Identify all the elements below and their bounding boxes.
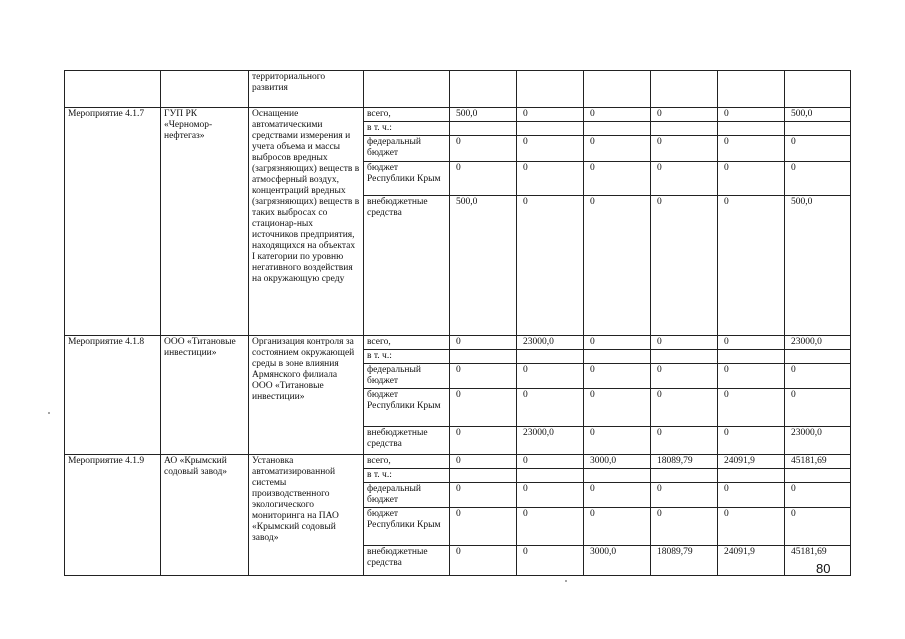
amount-cell [718, 122, 785, 136]
amount-cell: 0 [450, 508, 517, 546]
amount-cell [785, 350, 851, 364]
amount-cell: 0 [718, 483, 785, 508]
amount-cell: 0 [517, 508, 584, 546]
amount-cell: 23000,0 [517, 336, 584, 350]
budget-table-page [64, 70, 850, 576]
amount-cell: 0 [517, 196, 584, 336]
amount-cell: 0 [651, 508, 718, 546]
amount-cell [450, 122, 517, 136]
amount-cell: 0 [450, 336, 517, 350]
amount-cell: 0 [718, 364, 785, 389]
amount-cell: 500,0 [785, 196, 851, 336]
amount-cell [718, 350, 785, 364]
description-cell: Установка автоматизированной системы производственного экологического мониторинга на ПАО «Крымский содовый завод» [249, 455, 364, 576]
funding-source-cell: федеральный бюджет [364, 364, 450, 389]
amount-cell: 0 [718, 136, 785, 162]
amount-cell: 0 [651, 364, 718, 389]
amount-cell: 0 [584, 427, 651, 455]
amount-cell: 0 [651, 162, 718, 196]
amount-cell: 45181,69 [785, 455, 851, 469]
amount-cell: 23000,0 [517, 427, 584, 455]
source-row [65, 336, 851, 350]
amount-cell: 18089,79 [651, 546, 718, 576]
amount-cell: 0 [651, 427, 718, 455]
amount-cell: 500,0 [450, 196, 517, 336]
amount-cell: 0 [517, 389, 584, 427]
funding-source-cell: внебюджетные средства [364, 546, 450, 576]
amount-cell: 0 [718, 162, 785, 196]
funding-source-cell: бюджет Республики Крым [364, 162, 450, 196]
amount-cell: 0 [718, 427, 785, 455]
amount-cell: 0 [718, 108, 785, 122]
executor-cell: ООО «Титановые инвестиции» [161, 336, 249, 455]
funding-source-cell: всего, [364, 108, 450, 122]
funding-source-cell: федеральный бюджет [364, 483, 450, 508]
source-cell [364, 71, 450, 108]
amount-cell [450, 469, 517, 483]
amount-cell: 0 [517, 108, 584, 122]
amount-cell: 0 [651, 483, 718, 508]
funding-source-cell: внебюджетные средства [364, 427, 450, 455]
executor-cell [161, 71, 249, 108]
amount-cell: 0 [785, 162, 851, 196]
amount-cell [718, 469, 785, 483]
amount-cell [450, 350, 517, 364]
amount-cell: 18089,79 [651, 455, 718, 469]
amount-cell: 0 [718, 508, 785, 546]
amount-cell: 0 [450, 136, 517, 162]
continuation-row [65, 71, 851, 108]
amount-cell: 0 [517, 546, 584, 576]
amount-cell: 0 [584, 389, 651, 427]
amount-cell: 0 [651, 336, 718, 350]
amount-cell: 24091,9 [718, 455, 785, 469]
scan-speck [565, 580, 567, 582]
funding-source-cell: бюджет Республики Крым [364, 389, 450, 427]
amount-cell: 0 [651, 389, 718, 427]
scan-speck [48, 412, 50, 414]
amount-cell: 0 [785, 483, 851, 508]
amount-cell: 0 [651, 196, 718, 336]
amount-cell: 3000,0 [584, 455, 651, 469]
amount-cell [517, 469, 584, 483]
executor-cell: АО «Крымский содовый завод» [161, 455, 249, 576]
amount-cell: 0 [718, 196, 785, 336]
funding-source-cell: бюджет Республики Крым [364, 508, 450, 546]
amount-cell: 0 [785, 136, 851, 162]
funding-source-cell: в т. ч.: [364, 350, 450, 364]
amount-cell: 0 [785, 389, 851, 427]
amount-cell: 0 [584, 364, 651, 389]
amount-cell: 500,0 [785, 108, 851, 122]
amount-cell: 23000,0 [785, 336, 851, 350]
amount-cell: 0 [450, 162, 517, 196]
amount-cell: 0 [584, 196, 651, 336]
amount-cell [584, 469, 651, 483]
funding-source-cell: в т. ч.: [364, 122, 450, 136]
event-cell: Мероприятие 4.1.7 [65, 108, 161, 336]
amount-cell [651, 350, 718, 364]
amount-cell: 500,0 [450, 108, 517, 122]
description-cell: Оснащение автоматическими средствами измерения и учета объема и массы выбросов вредных (загрязняющих) веществ в атмосферный воздух, концентраций вредных (загрязняющих) веществ в таких выбросах со стационар-ных источников предприятия, находящихся на объектах I категории по уровню негативного воздействия на окружающую среду [249, 108, 364, 336]
page-number: 80 [816, 561, 831, 576]
budget-table [64, 70, 851, 576]
amount-cell: 0 [785, 364, 851, 389]
amount-cell [517, 122, 584, 136]
source-row [65, 455, 851, 469]
funding-source-cell: внебюджетные средства [364, 196, 450, 336]
amount-cell: 23000,0 [785, 427, 851, 455]
amount-cell: 0 [584, 108, 651, 122]
amount-cell: 24091,9 [718, 546, 785, 576]
funding-source-cell: всего, [364, 455, 450, 469]
amount-cell: 3000,0 [584, 546, 651, 576]
amount-cell: 0 [584, 508, 651, 546]
amount-cell: 45181,69 [785, 546, 851, 576]
source-row [65, 108, 851, 122]
amount-cell: 0 [450, 546, 517, 576]
amount-cell [584, 350, 651, 364]
amount-cell [785, 469, 851, 483]
amount-cell [517, 350, 584, 364]
event-cell: Мероприятие 4.1.8 [65, 336, 161, 455]
event-cell: Мероприятие 4.1.9 [65, 455, 161, 576]
amount-cell: 0 [651, 136, 718, 162]
executor-cell: ГУП РК «Черномор-нефтегаз» [161, 108, 249, 336]
amount-cell [584, 122, 651, 136]
event-cell [65, 71, 161, 108]
amount-cell: 0 [785, 508, 851, 546]
amount-cell: 0 [584, 336, 651, 350]
description-cell: Организация контроля за состоянием окружающей среды в зоне влияния Армянского филиала ООО «Титановые инвестиции» [249, 336, 364, 455]
amount-cell [651, 122, 718, 136]
amount-cell: 0 [517, 136, 584, 162]
amount-cell [651, 469, 718, 483]
funding-source-cell: в т. ч.: [364, 469, 450, 483]
amount-cell: 0 [517, 455, 584, 469]
amount-cell [785, 122, 851, 136]
amount-cell: 0 [450, 483, 517, 508]
funding-source-cell: всего, [364, 336, 450, 350]
amount-cell: 0 [718, 336, 785, 350]
amount-cell: 0 [450, 364, 517, 389]
amount-cell: 0 [584, 162, 651, 196]
amount-cell: 0 [584, 136, 651, 162]
amount-cell: 0 [517, 364, 584, 389]
amount-cell: 0 [517, 162, 584, 196]
description-cell: территориального развития [249, 71, 364, 108]
amount-cell: 0 [651, 108, 718, 122]
amount-cell: 0 [718, 389, 785, 427]
amount-cell: 0 [517, 483, 584, 508]
funding-source-cell: федеральный бюджет [364, 136, 450, 162]
amount-cell: 0 [450, 389, 517, 427]
amount-cell: 0 [450, 455, 517, 469]
amount-cell: 0 [450, 427, 517, 455]
amount-cell: 0 [584, 483, 651, 508]
